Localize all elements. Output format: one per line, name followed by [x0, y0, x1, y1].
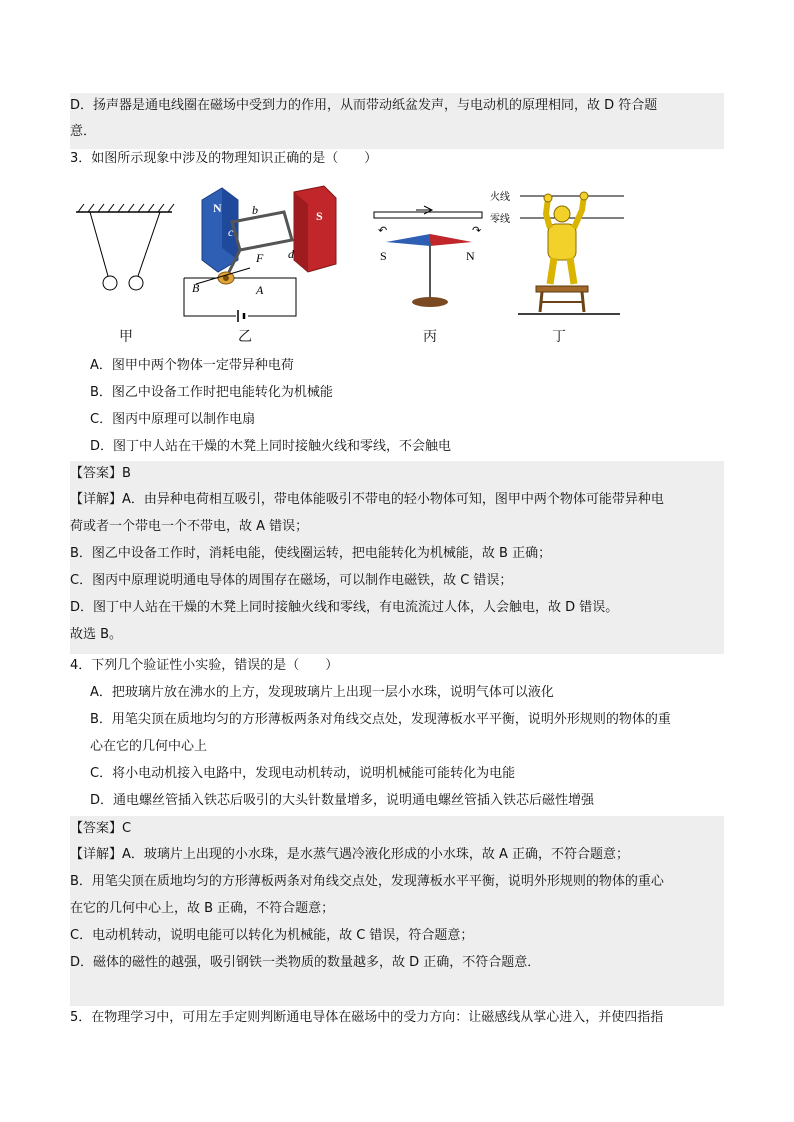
yi-label-f: F [256, 251, 264, 265]
figure-bing [372, 196, 492, 316]
yi-label-s: S [316, 209, 323, 223]
q3-answer: 【答案】B [70, 466, 131, 481]
q3-option-a: A．图甲中两个物体一定带异种电荷 [90, 358, 294, 373]
prev-option-d-line1: D．扬声器是通电线圈在磁场中受到力的作用，从而带动纸盆发声，与电动机的原理相同，故 D 符合题 [70, 98, 658, 113]
bing-label-s: S [380, 249, 387, 263]
bing-arrow-left: ↶ [378, 224, 388, 237]
bing-label-n: N [466, 249, 475, 263]
q4-option-b-line1: B．用笔尖顶在质地均匀的方形薄板两条对角线交点处，发现薄板水平平衡，说明外形规则的物体的重 [90, 712, 671, 727]
figure-label-yi: 乙 [238, 329, 252, 345]
q5-stem: 5．在物理学习中，可用左手定则判断通电导体在磁场中的受力方向：让磁感线从掌心进入，并使四指指 [70, 1010, 664, 1025]
q3-explanation-line3: B．图乙中设备工作时，消耗电能，使线圈运转，把电能转化为机械能，故 B 正确； [70, 546, 552, 561]
q3-option-d: D．图丁中人站在干燥的木凳上同时接触火线和零线，不会触电 [90, 439, 452, 454]
q4-option-a: A．把玻璃片放在沸水的上方，发现玻璃片上出现一层小水珠，说明气体可以液化 [90, 685, 554, 700]
q4-explanation-line4: C．电动机转动，说明电能可以转化为机械能，故 C 错误，符合题意； [70, 928, 474, 943]
q3-option-c: C．图丙中原理可以制作电扇 [90, 412, 256, 427]
q4-option-c: C．将小电动机接入电路中，发现电动机转动，说明机械能可能转化为电能 [90, 766, 516, 781]
figure-ding [488, 184, 628, 320]
q3-explanation-line5: D．图丁中人站在干燥的木凳上同时接触火线和零线，有电流流过人体，人会触电，故 D 错误。 [70, 600, 619, 615]
bing-arrow-right: ↷ [472, 224, 482, 237]
q3-explanation-line1: 【详解】A．由异种电荷相互吸引，带电体能吸引不带电的轻小物体可知，图甲中两个物体可能带异种电 [70, 492, 664, 507]
figure-yi-drawing [176, 182, 346, 322]
q4-explanation-line2: B．用笔尖顶在质地均匀的方形薄板两条对角线交点处，发现薄板水平平衡，说明外形规则的物体的重心 [70, 874, 664, 889]
yi-label-c: c [228, 225, 234, 239]
yi-label-b: b [252, 203, 258, 217]
ding-label-live: 火线 [490, 192, 510, 203]
prev-option-d-line2: 意． [70, 124, 97, 139]
q3-explanation-line4: C．图丙中原理说明通电导体的周围存在磁场，可以制作电磁铁，故 C 错误； [70, 573, 513, 588]
figure-label-jia: 甲 [119, 329, 133, 345]
q4-answer: 【答案】C [70, 821, 132, 836]
q4-explanation-line1: 【详解】A．玻璃片上出现的小水珠，是水蒸气遇冷液化形成的小水珠，故 A 正确，不符合题意； [70, 847, 630, 862]
q4-option-d: D．通电螺丝管插入铁芯后吸引的大头针数量增多，说明通电螺丝管插入铁芯后磁性增强 [90, 793, 595, 808]
q4-explanation-line3: 在它的几何中心上，故 B 正确，不符合题意； [70, 901, 335, 916]
figure-label-ding: 丁 [552, 329, 566, 345]
q3-stem: 3．如图所示现象中涉及的物理知识正确的是（ ） [70, 151, 378, 166]
figure-jia-drawing [72, 200, 182, 310]
q3-explanation-line2: 荷或者一个带电一个不带电，故 A 错误； [70, 519, 309, 534]
figure-label-bing: 丙 [423, 329, 437, 345]
yi-label-n: N [213, 201, 222, 215]
q3-explanation-line6: 故选 B。 [70, 627, 123, 642]
yi-label-b-upper: B [192, 281, 200, 295]
q4-explanation-line5: D．磁体的磁性的越强，吸引钢铁一类物质的数量越多，故 D 正确，不符合题意． [70, 955, 541, 970]
ding-label-neutral: 零线 [490, 214, 510, 225]
figure-jia [72, 200, 182, 310]
yi-label-a: A [256, 283, 264, 297]
yi-label-d: d [288, 247, 294, 261]
q4-stem: 4．下列几个验证性小实验，错误的是（ ） [70, 658, 339, 673]
figure-ding-drawing [488, 184, 628, 320]
figure-bing-drawing [372, 196, 492, 316]
figure-yi [176, 182, 346, 322]
q3-option-b: B．图乙中设备工作时把电能转化为机械能 [90, 385, 333, 400]
q4-option-b-line2: 心在它的几何中心上 [90, 739, 208, 754]
